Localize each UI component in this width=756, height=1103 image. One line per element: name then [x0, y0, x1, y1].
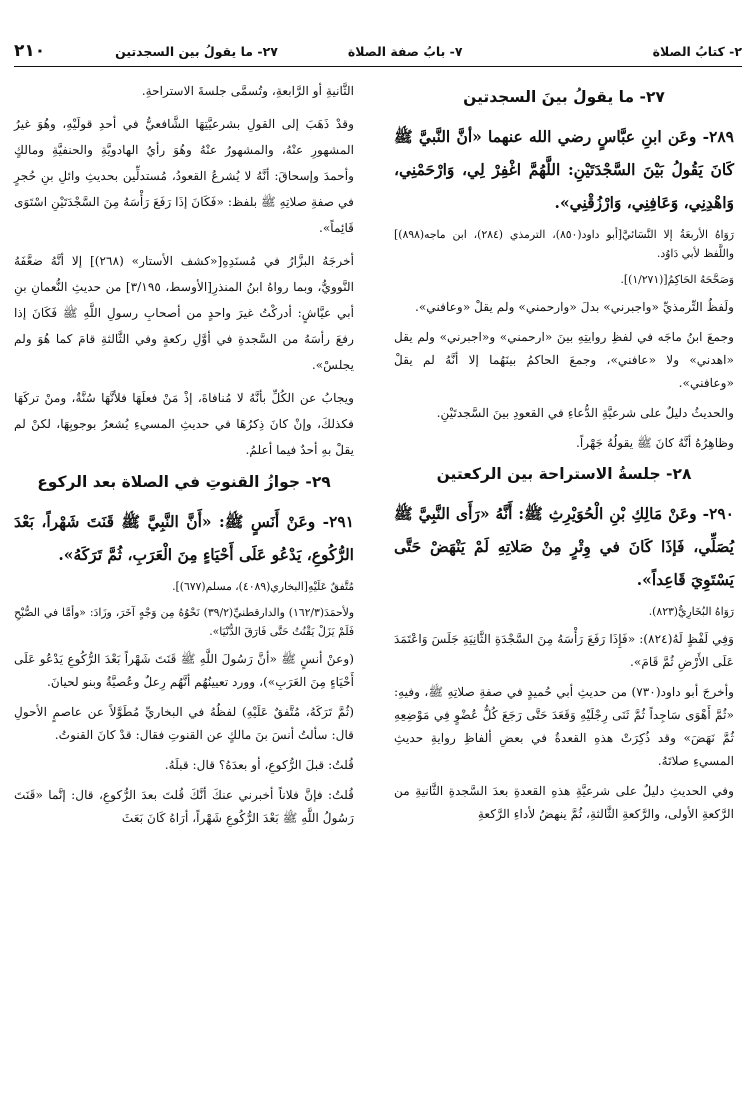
paragraph-wa-an-anas: (وعنْ أنسٍ ﷺ «أنَّ رَسُولَ اللَّهِ ﷺ قَنَتَ شَهْراً بَعْدَ الرُّكُوعِ يَدْعُو عَلَى أَحْيَاءٍ مِنَ العَرَبِ»)، وورد تعيينُهُم أنَّهُم رِعلٌ وعُصيَّةُ وبنو لحيانَ. [14, 652, 354, 689]
paragraph-zahiruhu: وظاهِرُهُ أنَّهُ كانَ ﷺ يقولُهُ جَهْراً. [576, 436, 734, 450]
book-title: ٢- كتابُ الصلاة [652, 43, 742, 59]
chapter-title: ٧- بابُ صفة الصلاة [347, 43, 463, 59]
sahhahu-note: وَصَحَّحَهُ الحَاكِمُ[(١/٢٧١)]. [620, 273, 734, 286]
left-column [14, 78, 354, 837]
hadith-291: ٢٩١- وعَنْ أَنَسٍ ﷺ: «أَنَّ النَّبِيَّ ﷺ قَنَتَ شَهْراً، بَعْدَ الرُّكُوعِ، يَدْعُو عَلَى أَحْيَاءٍ مِنَ الْعَرَبِ، ثُمَّ تَرَكَهُ». [14, 512, 354, 564]
paragraph-qultu-2: قُلتُ: فإنَّ فلاناً أخبرني عنكَ أنَّكَ قُلتَ بعدَ الرُّكوعِ، قال: إنَّما «قَنَتَ رَسُولُ اللَّهِ ﷺ بَعْدَ الرُّكُوعِ شَهْراً، أرَاهُ كَانَ بَعَثَ [14, 788, 354, 825]
takhrij-289: رَوَاهُ الأربعَةُ إلا النَّسَائيَّ[أبو داود(٨٥٠)، الترمذي (٢٨٤)، ابن ماجه(٨٩٨)] واللَّفظ لأبي دَاوُد. [394, 228, 734, 260]
section-title: ٢٧- ما يقولُ بين السجدتين [115, 43, 278, 59]
page-number: ٢١٠ [14, 41, 46, 61]
paragraph-yujab: ويجابُ عن الكُلِّ بأنَّهُ لا مُنافاةَ، إذْ مَنْ فعلَهَا فلأنَّهَا سُنَّةٌ، ومنْ تركَهَا فكذلكَ، وإنْ كانَ ذِكرُهَا في حديثِ المسيءِ يُشعرُ بوجوبِهَا، لكنْ لم يقلْ بهِ أحدٌ فيما أعلمُ. [14, 391, 354, 457]
paragraph-qultu-1: قُلتُ: قبلَ الرُّكوعِ، أو بعدَهُ؟ قال: قبلَهُ. [164, 758, 354, 772]
paragraph-ibnmajah: وجمعَ ابنُ ماجَه في لفظِ روايتِهِ بينَ «ارحمني» و«اجبرني» ولم يقل «اهدني» ولا «عافني»، وجمعَ الحاكمُ بينَهُما إلا أنَّهُ لم يقلْ «وعافني». [394, 330, 734, 390]
takhrij-291: مُتَّفقٌ عَلَيْهِ[البخاري(٤٠٨٩)، مسلم(٦٧٧)]. [172, 580, 354, 593]
takhrij-291b: ولأحمَدَ(١٦٢/٣) والدارقطنيِّ(٣٩/٢) نَحْوُهُ مِن وَجْهٍ آخَرَ، وزَادَ: «وأمَّا في الصُّبْحِ فَلَمْ يَزَلْ يَقْنُتُ حَتَّى فَارَقَ الدُّنْيَا». [14, 606, 354, 638]
page-header [14, 38, 742, 64]
heading-29: ٢٩- جوازُ القنوتِ في الصلاة بعد الركوع [37, 473, 331, 491]
paragraph-tirmidhi: ولَفظُ التِّرمذيِّ «واجبرني» بدلَ «وارحمني» ولم يقلْ «وعافني». [414, 300, 734, 314]
takhrij-290: رَوَاهُ البُخَارِيُّ(٨٢٣). [648, 605, 734, 618]
paragraph-thumma: (ثُمَّ تَرَكَهُ، مُتَّفقٌ عَلَيْهِ) لفظُهُ في البخاريِّ مُطَوَّلاً عن عاصمٍ الأحولِ قال: سألتُ أنسَ بنَ مالكٍ عن القنوتِ فقال: قدْ كانَ القنوتُ. [14, 705, 354, 742]
paragraph-abudawud: وأخرجَ أبو داود(٧٣٠) من حديثِ أبي حُميدٍ في صفةِ صلاتِهِ ﷺ، وفيهِ: «ثُمَّ أَهْوَى سَاجِداً ثُمَّ ثَنَى رِجْلَيْهِ وَقَعَدَ حَتَّى رَجَعَ كُلُّ عُضْوٍ فِي مَوْضِعِهِ ثُمَّ نَهَضَ» وقد ذُكِرَتْ هذهِ القعدةُ في بعضِ ألفاظِ روايةِ حديثِ المسيءِ صلاتَهُ. [394, 685, 734, 768]
paragraph-dalil: والحديثُ دليلٌ على شرعيَّةِ الدُّعاءِ في القعودِ بينَ السَّجدتَيْنِ. [436, 406, 734, 420]
hadith-289: ٢٨٩- وعَن ابنِ عبَّاسٍ رضي الله عنهما «أنَّ النَّبيَّ ﷺ كَانَ يَقُولُ بَيْنَ السَّجْدَتَيْنِ: اللَّهُمَّ اغْفِرْ لِي، وَارْحَمْنِي، وَاهْدِنِي، وَعَافِنِي، وَارْزُقْنِي». [394, 127, 734, 212]
hadith-290: ٢٩٠- وعَنْ مَالِكِ بْنِ الْحُوَيْرِثِ ﷺ: أَنَّهُ «رَأَى النَّبِيَّ ﷺ يُصَلِّي، فَإذَا كَانَ في وِتْرٍ مِنْ صَلاتِهِ لَمْ يَنْهَضْ حَتَّى يَسْتَوِيَ قَاعِداً». [394, 504, 734, 589]
paragraph-qad-dhahaba: وقدْ ذَهَبَ إلى القولِ بشرعيَّتِهَا الشَّافعيُّ في أحدِ قولَيْهِ، وهُوَ غيرُ المشهورِ عنْهُ، والمشهورُ عنْهُ وهُوَ رأيُ الهادويَّةِ والحنفيَّةِ ومالكٍ وأحمدَ وإسحاقَ: أنَّهُ لا يُشرعُ القعودُ، مُستدلِّين بحديثِ وائلِ بنِ حُجرٍ في صفةِ صلاتِهِ ﷺ بلفظ: «فَكَانَ إذَا رَفَعَ رَأْسَهُ مِنَ السَّجْدَتَيْنِ اسْتَوَى قَائِماً». [14, 117, 354, 235]
right-column [394, 78, 734, 833]
paragraph-akhrajahu: أخرجَهُ البزَّارُ في مُسنَدِهِ[«كشف الأستار» (٢٦٨)] إلا أنَّهُ ضعَّفَهُ النَّوويُّ، وبما رواهُ ابنُ المنذرِ[الأوسط، ٣/١٩٥] من حديثِ النُّعمانِ بنِ أبي عيَّاشٍ: أدركْتُ غيرَ واحدٍ من أصحابِ رسولِ اللَّهِ ﷺ فَكَانَ إذا رفعَ رأسَهُ من السَّجدةِ في أوَّلِ ركعةٍ وفي الثَّالثةِ قامَ كما هُوَ ولم يجلسْ». [14, 254, 354, 372]
header-rule [14, 66, 742, 67]
paragraph-wafil: وفي الحديثِ دليلٌ على شرعيَّةِ هذهِ القعدةِ بعدَ السَّجدةِ الثَّانيةِ من الرَّكعةِ الأولى، والرَّكعةِ الثَّالثةِ، ثُمَّ ينهضُ لأداءِ الرَّكعةِ [394, 784, 734, 821]
header-left-group [14, 41, 462, 61]
heading-27: ٢٧- ما يقولُ بينَ السجدتين [463, 88, 665, 106]
heading-28: ٢٨- جلسةُ الاستراحة بين الركعتين [436, 465, 692, 483]
paragraph-lafz: وَفِي لَفْظٍ لَهُ(٨٢٤): «فَإِذَا رَفَعَ رَأْسَهُ مِنَ السَّجْدَةِ الثَّانِيَةِ جَلَسَ وَاعْتَمَدَ عَلَى الأَرْضِ ثُمَّ قَامَ». [394, 632, 734, 669]
paragraph-thaniya: الثَّانيةِ أو الرَّابعةِ، وتُسمَّى جلسةَ الاستراحةِ. [141, 84, 354, 98]
